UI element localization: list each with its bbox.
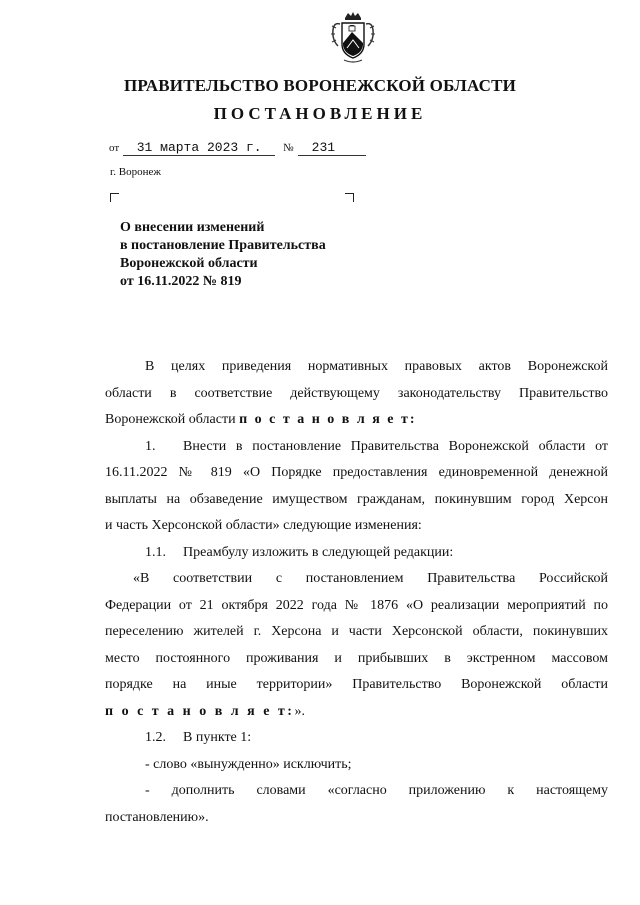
point-1-line: выплаты на обзаведение имуществом гражданам, покинувшим город Херсон xyxy=(105,491,608,507)
point-1-2-text: В пункте 1: xyxy=(183,730,252,745)
point-1-text: Внести в постановление Правительства Воронежской области от xyxy=(183,438,608,454)
date-prefix: от xyxy=(109,142,120,154)
document-title xyxy=(120,219,420,291)
point-1-2 xyxy=(105,725,608,752)
point-1-1 xyxy=(105,540,608,567)
quote-line: Федерации от 21 октября 2022 года № 1876 «О реализации мероприятий по xyxy=(105,597,608,613)
document-type: ПОСТАНОВЛЕНИЕ xyxy=(213,104,427,123)
government-name: ПРАВИТЕЛЬСТВО ВОРОНЕЖСКОЙ ОБЛАСТИ xyxy=(123,76,517,95)
city: г. Воронеж xyxy=(110,166,161,178)
title-line: Воронежской области xyxy=(120,256,258,271)
point-1-2-number: 1.2. xyxy=(145,730,166,745)
title-corner-left xyxy=(110,193,119,202)
document-date: 31 марта 2023 г. xyxy=(123,140,275,156)
title-line: в постановление Правительства xyxy=(120,238,326,253)
point-1-line xyxy=(105,434,608,461)
quote-line: место постоянного проживания и прибывших в экстренном массовом xyxy=(105,650,608,666)
quote-line: порядке на иные территории» Правительство Воронежской области xyxy=(105,677,608,692)
point-1-number: 1. xyxy=(145,438,156,454)
date-number-line xyxy=(109,138,366,156)
bullet-item-continuation: постановлению». xyxy=(105,809,209,825)
intro-line: В целях приведения нормативных правовых актов Воронежской xyxy=(145,359,608,374)
title-line: от 16.11.2022 № 819 xyxy=(120,274,242,289)
point-1-1-text: Преамбулу изложить в следующей редакции: xyxy=(183,544,454,560)
point-1-line: и часть Херсонской области» следующие изменения: xyxy=(105,518,422,533)
quote-line: «В соответствии с постановлением Правительства Российской xyxy=(133,571,608,586)
document-body xyxy=(105,354,608,831)
coat-of-arms-emblem xyxy=(330,10,376,64)
intro-line-final xyxy=(105,407,608,434)
quote-line: переселению жителей г. Херсона и части Херсонской области, покинувших xyxy=(105,624,608,639)
quote-end: ». xyxy=(294,703,305,719)
intro-line: области в соответствие действующему законодательству Правительство xyxy=(105,385,608,401)
point-1-1-number: 1.1. xyxy=(145,544,166,560)
point-1-line: 16.11.2022 № 819 «О Порядке предоставления единовременной денежной xyxy=(105,465,608,480)
document-number: 231 xyxy=(298,140,366,156)
intro-text: Воронежской области xyxy=(105,412,240,427)
decree-verb: п о с т а н о в л я е т: xyxy=(239,412,417,427)
number-prefix: № xyxy=(283,142,294,154)
bullet-item: - слово «вынужденно» исключить; xyxy=(145,756,352,772)
title-corner-right xyxy=(345,193,354,202)
bullet-item: - дополнить словами «согласно приложению к настоящему xyxy=(145,783,608,798)
quote-decree-verb: п о с т а н о в л я е т: xyxy=(105,703,295,719)
title-line: О внесении изменений xyxy=(120,220,265,235)
quote-line-final xyxy=(105,699,608,726)
